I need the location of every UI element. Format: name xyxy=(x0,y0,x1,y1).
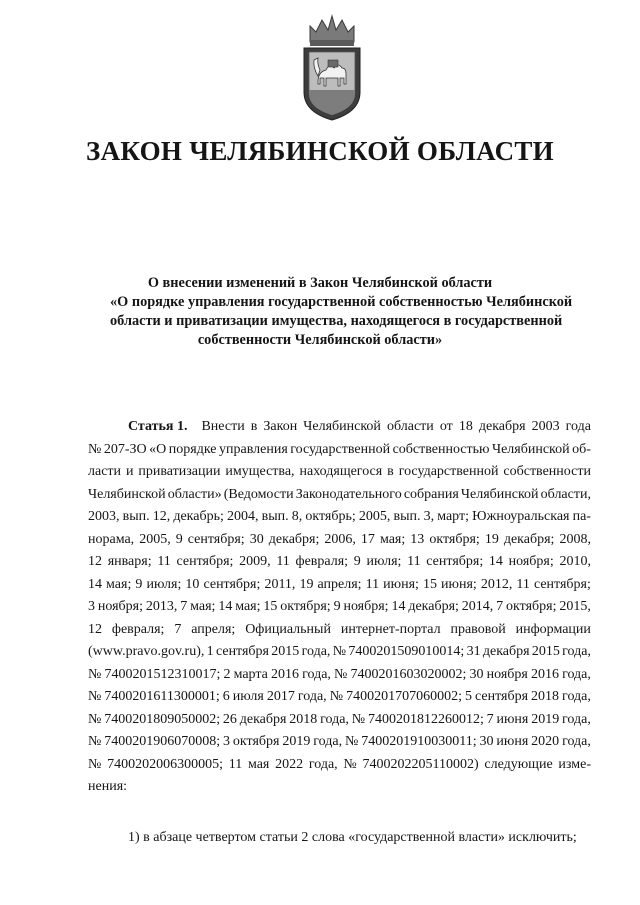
word: 2005, xyxy=(139,531,171,547)
word: ласти xyxy=(88,464,122,479)
word: Закон xyxy=(263,419,298,434)
word: 13 xyxy=(410,531,425,547)
word: 17 xyxy=(360,531,375,547)
word: года, xyxy=(308,756,338,772)
article-text-line xyxy=(88,686,591,709)
article-text-line xyxy=(88,506,591,529)
word: мая; xyxy=(379,531,406,547)
word: области xyxy=(386,419,434,434)
word: интернет-портал xyxy=(340,621,441,637)
word: норама, xyxy=(88,531,135,547)
word: 7 xyxy=(174,621,182,637)
word: июня xyxy=(496,711,529,727)
word: 2016 xyxy=(270,666,299,682)
word: года xyxy=(565,419,591,434)
word: 12, xyxy=(152,509,171,524)
word: 12 xyxy=(88,554,102,569)
word: 2003 xyxy=(531,419,560,434)
word: года, xyxy=(302,666,331,682)
word: 11 xyxy=(516,576,530,592)
word: следующие xyxy=(484,756,553,772)
word: года, xyxy=(301,644,331,659)
word: 5 xyxy=(464,689,472,704)
word: мая; xyxy=(235,599,261,614)
word: 7 xyxy=(180,599,188,614)
word: вып. xyxy=(122,509,150,524)
word: 2008, xyxy=(559,531,591,547)
word: мая; xyxy=(190,599,216,614)
word: (www.pravo.gov.ru), xyxy=(88,644,205,659)
word: декабря xyxy=(478,419,526,434)
word: па- xyxy=(572,509,591,524)
article-text-line xyxy=(88,574,591,597)
word: июля; xyxy=(146,576,182,592)
word: декабрь; xyxy=(173,509,224,524)
law-subtitle xyxy=(110,274,573,350)
word: июня; xyxy=(383,576,419,592)
word: № xyxy=(343,756,357,772)
word: 7400201809050002; xyxy=(104,711,221,727)
word: 11 xyxy=(276,554,290,569)
word: март; xyxy=(437,509,469,524)
word: года, xyxy=(297,689,327,704)
word: 30 xyxy=(249,531,264,547)
word: 2018 xyxy=(289,711,318,727)
word: № xyxy=(329,689,344,704)
word: 7400201603020002; xyxy=(350,666,467,682)
word: 7 xyxy=(486,711,494,727)
word: октября xyxy=(232,734,280,749)
article-text-line-last: нения: xyxy=(88,779,128,794)
word: области» xyxy=(167,486,222,502)
word: в xyxy=(387,464,394,479)
word: 14 xyxy=(488,554,503,569)
word: 7400201509010014; xyxy=(348,644,465,659)
article-text-line xyxy=(88,754,591,777)
word: 2015, xyxy=(559,599,591,614)
word: года, xyxy=(313,734,343,749)
word: и xyxy=(125,464,134,479)
word: 2011, xyxy=(264,576,296,592)
word: года, xyxy=(320,711,349,727)
article-text-line xyxy=(88,461,591,484)
word: Челябинской xyxy=(491,441,570,457)
word: ноября xyxy=(486,666,528,682)
word: № xyxy=(88,756,102,772)
word: июля; xyxy=(366,554,402,569)
word: 9 xyxy=(333,599,341,614)
word: февраля; xyxy=(295,554,349,569)
word: государственной xyxy=(398,464,499,479)
word: ноября; xyxy=(343,599,389,614)
word: информации xyxy=(515,621,591,637)
word: марта xyxy=(233,666,268,682)
word: порядке xyxy=(168,441,217,457)
word: области, xyxy=(540,486,591,502)
word: изме- xyxy=(558,756,591,772)
word: собственностью xyxy=(392,441,490,457)
word: собрания xyxy=(403,486,459,502)
word: 7400201707060002; xyxy=(346,689,462,704)
word: 11 xyxy=(407,554,421,569)
word: 2019 xyxy=(531,711,560,727)
word: № xyxy=(88,666,102,682)
word: «О xyxy=(149,441,167,457)
word: февраля; xyxy=(111,621,165,637)
word: от xyxy=(439,419,453,434)
word: 7400201812260012; xyxy=(367,711,484,727)
word: 2 xyxy=(223,666,231,682)
word: Внести xyxy=(201,419,245,434)
word: находящегося xyxy=(299,464,383,479)
word: 2004, xyxy=(227,509,259,524)
article-text-line xyxy=(88,439,591,462)
word: управления xyxy=(219,441,288,457)
word: 30 xyxy=(479,734,494,749)
word: 2009, xyxy=(239,554,271,569)
word: 31 xyxy=(466,644,481,659)
word: октябрь; xyxy=(305,509,356,524)
word: 7400202006300005; xyxy=(107,756,223,772)
article-text-line xyxy=(88,709,591,732)
subtitle-line: области и приватизации имущества, находящегося в государственной xyxy=(110,313,563,329)
word: октября; xyxy=(280,599,331,614)
word: 19 xyxy=(299,576,314,592)
word: в xyxy=(250,419,258,434)
word: 7400201512310017; xyxy=(104,666,221,682)
word: 6 xyxy=(222,689,230,704)
word: 3 xyxy=(223,734,231,749)
word: ноября; xyxy=(508,554,554,569)
word: 2015 xyxy=(271,644,300,659)
word: октября; xyxy=(429,531,480,547)
article-text-line xyxy=(88,484,591,507)
subtitle-line: «О порядке управления государственной собственностью Челябинской xyxy=(110,294,573,310)
word: 19 xyxy=(484,531,499,547)
word: сентября; xyxy=(426,554,484,569)
word: года, xyxy=(562,689,591,704)
word: Челябинской xyxy=(88,486,166,502)
word: года, xyxy=(562,711,591,727)
article-text-line xyxy=(88,529,591,552)
word: сентября; xyxy=(203,576,261,592)
word: 2010, xyxy=(559,554,591,569)
word: 7400202205110002) xyxy=(362,756,479,772)
word: 11 xyxy=(228,756,243,772)
word: мая; xyxy=(106,576,132,592)
article-text-line xyxy=(88,596,591,619)
word: апреля; xyxy=(191,621,236,637)
word: апреля; xyxy=(317,576,362,592)
word: Челябинской xyxy=(303,419,381,434)
word: декабря; xyxy=(503,531,555,547)
word: Официальный xyxy=(245,621,331,637)
word: декабря xyxy=(239,711,287,727)
article-text-line xyxy=(88,664,591,687)
article-text-line xyxy=(88,619,591,642)
word: вып. xyxy=(393,509,421,524)
word: 26 xyxy=(222,711,237,727)
word: № xyxy=(88,689,102,704)
word: 2014, xyxy=(461,599,494,614)
word: № xyxy=(351,711,366,727)
word: года, xyxy=(562,644,591,659)
article-first-text xyxy=(201,416,591,439)
article-text-line xyxy=(88,641,591,664)
word: приватизации xyxy=(138,464,221,479)
article-body xyxy=(88,416,591,799)
word: 2013, xyxy=(145,599,178,614)
word: № xyxy=(88,711,102,727)
word: 9 xyxy=(135,576,143,592)
word: 2017 xyxy=(266,689,295,704)
law-title: ЗАКОН ЧЕЛЯБИНСКОЙ ОБЛАСТИ xyxy=(86,136,554,166)
word: мая xyxy=(247,756,270,772)
word: № xyxy=(334,666,348,682)
word: Челябинской xyxy=(460,486,539,502)
word: 2016 xyxy=(530,666,559,682)
word: 9 xyxy=(353,554,361,569)
word: сентября; xyxy=(176,554,234,569)
article-item-1: 1) в абзаце четвертом статьи 2 слова «государственной власти» исключить; xyxy=(128,830,577,845)
word: № xyxy=(344,734,359,749)
word: декабря xyxy=(482,644,530,659)
word: 14 xyxy=(218,599,233,614)
word: сентября xyxy=(474,689,529,704)
word: 2012, xyxy=(480,576,513,592)
word: ноября; xyxy=(97,599,143,614)
word: октября; xyxy=(506,599,557,614)
word: 15 xyxy=(263,599,278,614)
word: 7400201910030011; xyxy=(361,734,477,749)
word: сентября; xyxy=(187,531,245,547)
word: Законодательного xyxy=(295,486,402,502)
article-first-line xyxy=(88,416,591,439)
subtitle-line: О внесении изменений в Закон Челябинской области xyxy=(147,275,493,291)
word: июня; xyxy=(441,576,477,592)
word: Южноуральская xyxy=(472,509,570,524)
word: 2015 xyxy=(531,644,560,659)
word: правовой xyxy=(450,621,506,637)
word: имущества, xyxy=(225,464,295,479)
coat-of-arms-icon xyxy=(296,12,368,122)
word: 3 xyxy=(88,599,95,614)
word: 2018 xyxy=(531,689,560,704)
word: 11 xyxy=(365,576,380,592)
word: 7 xyxy=(496,599,504,614)
word: 15 xyxy=(422,576,437,592)
word: № xyxy=(88,441,102,457)
article-text-line xyxy=(88,731,591,754)
word: декабря; xyxy=(268,531,320,547)
word: 14 xyxy=(88,576,102,592)
word: 18 xyxy=(458,419,473,434)
word: года, xyxy=(562,666,591,682)
word: сентября xyxy=(215,644,269,659)
word: 2003, xyxy=(88,509,120,524)
word: об- xyxy=(572,441,591,457)
word: января; xyxy=(107,554,152,569)
word: декабря; xyxy=(408,599,459,614)
word: государственной xyxy=(290,441,391,457)
word: 2005, xyxy=(358,509,391,524)
word: 8, xyxy=(291,509,303,524)
word: 10 xyxy=(185,576,200,592)
word: июля xyxy=(232,689,264,704)
word: № xyxy=(332,644,347,659)
word: 30 xyxy=(469,666,484,682)
word: вып. xyxy=(261,509,289,524)
word: собственности xyxy=(503,464,591,479)
word: № xyxy=(88,734,102,749)
word: 11 xyxy=(157,554,171,569)
word: сентября; xyxy=(533,576,591,592)
word: 2019 xyxy=(282,734,311,749)
word: 3, xyxy=(423,509,435,524)
word: 7400201611300001; xyxy=(104,689,220,704)
word: 12 xyxy=(88,621,102,637)
word: 14 xyxy=(391,599,406,614)
word: года, xyxy=(562,734,591,749)
word: 7400201906070008; xyxy=(104,734,221,749)
article-text-line xyxy=(88,551,591,574)
word: (Ведомости xyxy=(223,486,294,502)
word: 2020 xyxy=(531,734,560,749)
word: 207-ЗО xyxy=(103,441,147,457)
word: 9 xyxy=(175,531,183,547)
word: 2006, xyxy=(324,531,356,547)
word: 1 xyxy=(206,644,214,659)
word: июня xyxy=(496,734,529,749)
subtitle-line: собственности Челябинской области» xyxy=(197,332,443,348)
word: 2022 xyxy=(275,756,304,772)
article-label: Статья 1. xyxy=(128,419,188,434)
